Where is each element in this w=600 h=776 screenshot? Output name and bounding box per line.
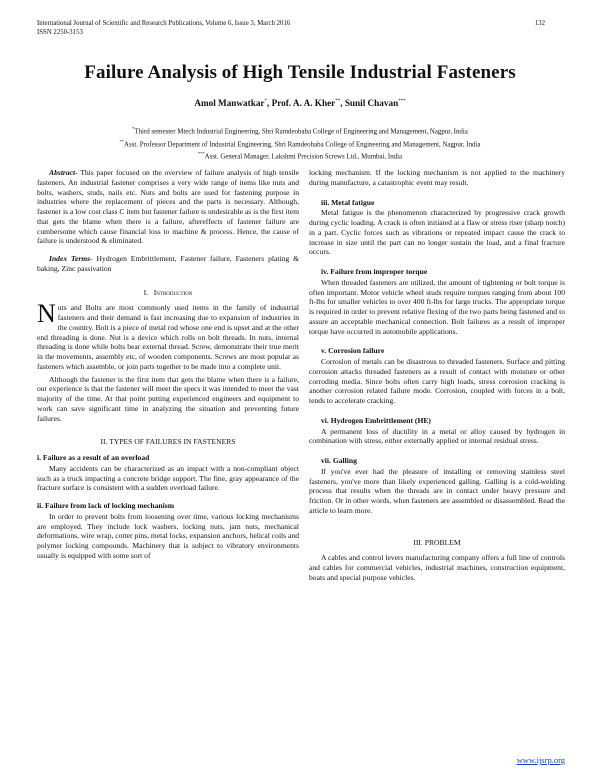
drop-cap: N [37, 299, 56, 329]
index-terms-text: - Hydrogen Embrittlement, Fastener failure, Fasteners plating & baking, Zinc passivation [37, 254, 299, 273]
affiliation-text: Third semester Mtech Industrial Engineering, Shri Ramdeobaba College of Engineering and Management, Nagpur, India [134, 128, 468, 136]
subsection-text: Many accidents can be characterized as an impact with a non-compliant object such as a truck impacting a concrete bridge support. The fine, gray appearance of the fracture surface is consistent with a sudden overload failure. [37, 463, 299, 493]
intro-text-1: uts and Bolts are most commonly used items in the family of industrial fasteners and their demand is fast increasing due to expansion of industries in the country. Bolt is a piece of metal rod whose one end is upset and at the other end threading is done. Nut is a device which rolls on bolt threads. In nuts, internal threading is done while bolts bear external thread. Screw, demonstrate their true merit in the movements, assembly etc, of wooden components. Screws are most popular as fasteners which assemble, or join parts together to be made into a complete unit. [37, 303, 299, 371]
affiliation [0, 137, 600, 150]
affiliation-text: Asst. Professor Department of Industrial Engineering, Shri Ramdeobaba College of Engineering and Management, Nagpur, India [124, 141, 481, 148]
author-name: Amol Manwatkar [194, 98, 265, 108]
journal-website-link[interactable]: www.ijsrp.org [516, 755, 565, 765]
affiliations [0, 124, 600, 162]
affiliation-mark: * [132, 126, 135, 131]
affiliation-mark: *** [197, 151, 205, 157]
subsection-title: vii. Galling [321, 456, 357, 465]
subsection-text-continued: locking mechanism. If the locking mechanism is not applied to the machinery during manufacture, a catastrophic event may result. [309, 168, 565, 187]
author-name: Sunil Chavan [344, 98, 399, 108]
subsection-text: When threaded fasteners are utilized, the amount of tightening or bolt torque is often important. Motor vehicle wheel studs require torques ranging from about 100 ft-lbs for smaller vehicles to over 400 ft-lbs for large trucks. The appropriate torque is required in order to prevent relative flexing of the two parts being fastened and to assure an acceptable mechanical connection. Bolt failures as a result of improper torque have occurred in automobile applications. [309, 277, 565, 336]
page-number: 132 [534, 20, 545, 27]
section-heading-problem: III. PROBLEM [413, 537, 461, 547]
abstract-label: Abstract- [49, 168, 78, 177]
journal-header [37, 20, 290, 37]
section-heading-introduction [37, 288, 299, 298]
section-number: I. [143, 287, 149, 297]
right-column [309, 168, 565, 583]
issn: ISSN 2250-3153 [37, 28, 83, 36]
affiliation-mark: ** [119, 138, 125, 144]
author-list: Amol Manwatkar*, Prof. A. A. Kher**, Sunil Chavan*** [194, 98, 406, 108]
affiliation-text: Asst. General Manager, Lakshmi Precision Screws Ltd., Mumbai, India [204, 153, 403, 161]
intro-paragraph-2: Although the fastener is the first item that gets the blame when there is a failure, our experience is that the fastener will meet the specs it was intended to meet the vast majority of the time. At that point putting experienced engineers and equipment to work can save significant time in analyzing the situation and preventing future failures. [37, 374, 299, 423]
author-mark: * [264, 98, 267, 104]
abstract-text: This paper focused on the overview of failure analysis of high tensile fasteners. An industrial fastener comprises a very wide range of items like nuts and bolts, washers, studs, nails etc. Nuts and bolts are used for fastening purpose in industries where the replacement of pieces and the parts is necessary. Although, fastener is a low cost class C item but fastener failure is undesirable as is the first item that gets the blame when there is a failure, aftereffects of fastener failure are cumbersome which cause financial loss to machine & process. Hence, the cause of failure is understood & eliminated. [37, 168, 299, 246]
subsection-text: In order to prevent bolts from loosening over time, various locking mechanisms are employed. They include lock washers, locking nuts, jam nuts, mechanical deformations, wire wrap, cotter pins, metal locks, expansion anchors, helical coils and polymer locking compounds. Machinery that is subject to vibratory environments usually is equipped with some sort of [37, 511, 299, 560]
abstract [37, 168, 299, 246]
section-heading-types: II. TYPES OF FAILURES IN FASTENERS [100, 437, 236, 447]
problem-text: A cables and control levers manufacturing company offers a full line of controls and cables for commercial vehicles, industrial machines, construction equipment, boats and special purpose vehicles. [309, 553, 565, 582]
subsection-text: If you've ever had the pleasure of installing or removing stainless steel fasteners, you've more than likely experienced galling. Galling is a cold-welding process that results when the threads are in contact under heavy pressure and friction. Or in other words, when fasteners are assembled or disassembled. Read the article to learn more. [309, 466, 565, 515]
author-name: Prof. A. A. Kher [271, 98, 336, 108]
subsection-text: Corrosion of metals can be disastrous to threaded fasteners. Surface and pitting corrosion attacks threaded fasteners as a result of contact with moisture or other corroding media. Since bolts often carry high loads, stress corrosion cracking is another corrosion related failure mode. Corrosion, coupled with forces in a bolt, tends to accelerate cracking. [309, 357, 565, 405]
subsection-title: i. Failure as a result of an overload [37, 453, 150, 462]
paper-title: Failure Analysis of High Tensile Industrial Fasteners [84, 62, 516, 83]
subsection-title: vi. Hydrogen Embrittlement (HE) [321, 415, 431, 425]
subsection-text: Metal fatigue is the phenomenon characterized by progressive crack growth during cyclic loading. A crack is often initiated at a flaw or stress riser (sharp notch) in a part. Cyclic forces such as vibrations or repeated impact cause the crack to increase in size until the part can no longer sustain the load, and a final fracture occurs. [309, 208, 565, 257]
subsection-title: v. Corrosion failure [321, 346, 385, 356]
subsection-title: ii. Failure from lack of locking mechanism [37, 501, 175, 510]
section-title: Introduction [153, 287, 193, 297]
affiliation [0, 124, 600, 137]
author-mark: ** [335, 98, 341, 104]
affiliation [0, 149, 600, 162]
index-terms-label: Index Terms [49, 254, 91, 263]
author-mark: *** [398, 98, 406, 104]
subsection-title: iv. Failure from improper torque [321, 267, 428, 276]
left-column [37, 168, 299, 561]
intro-paragraph-1 [37, 299, 299, 371]
journal-name: International Journal of Scientific and Research Publications, Volume 6, Issue 3, March 2016 [37, 20, 291, 27]
subsection-title: iii. Metal fatigue [321, 197, 375, 207]
index-terms [37, 254, 299, 274]
subsection-text: A permanent loss of ductility in a metal or alloy caused by hydrogen in combination with stress, either externally applied or internal residual stress. [309, 426, 565, 446]
